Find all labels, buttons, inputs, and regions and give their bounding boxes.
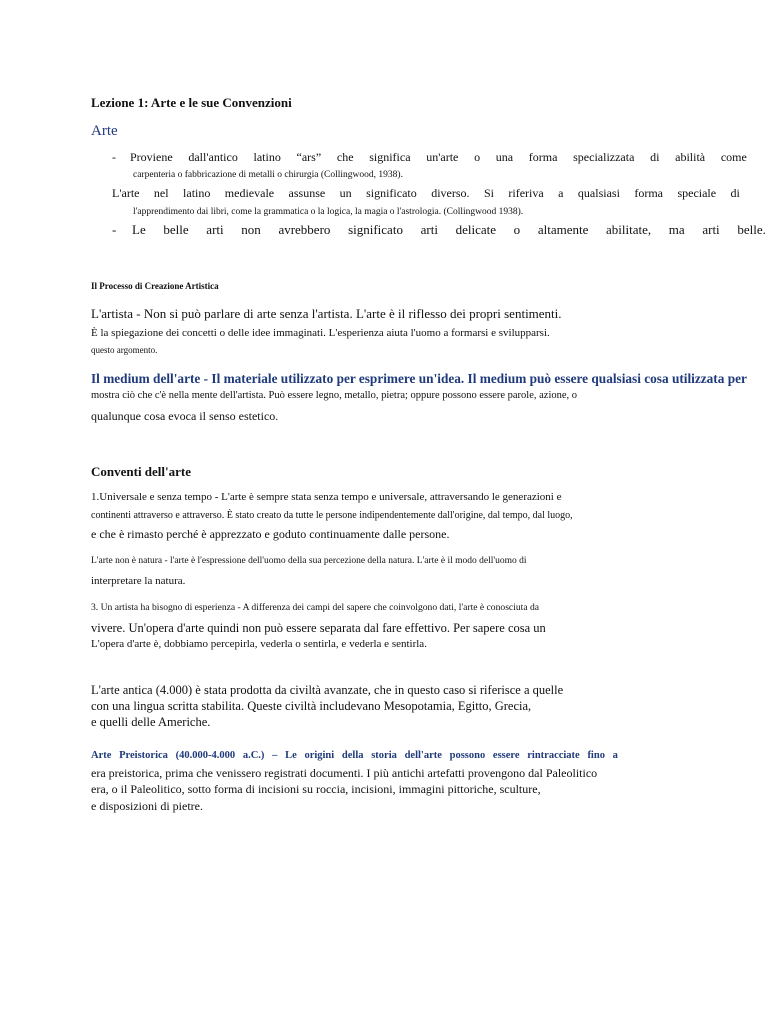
word: storia [371, 750, 397, 761]
word: o [474, 150, 481, 164]
section-heading-processo: Il Processo di Creazione Artistica [91, 281, 219, 291]
lesson-title: Lezione 1: Arte e le sue Convenzioni [91, 95, 292, 110]
word: assunse [288, 186, 326, 200]
word: “ars” [296, 150, 322, 164]
word: arti [702, 222, 720, 237]
arte-paragraph-2-line-1 [112, 187, 740, 201]
word: Le [132, 222, 146, 237]
word: della [341, 750, 364, 761]
word: latino [183, 186, 211, 200]
word: di [730, 186, 740, 200]
word: dall'antico [188, 150, 238, 164]
arte-bullet-1-line-1 [130, 151, 747, 165]
word: abilitate, [606, 222, 652, 237]
section-heading-convenzioni: Conventi dell'arte [91, 464, 192, 479]
section-heading-arte: Arte [91, 123, 118, 139]
preistorica-line-2: era preistorica, prima che venissero registrati documenti. I più antichi artefatti provengono dal Paleolitico [91, 766, 598, 780]
word: a.C.) [242, 750, 265, 761]
word: Proviene [130, 150, 173, 164]
word: (40.000-4.000 [175, 750, 236, 761]
word: una [495, 150, 514, 164]
word: possono [449, 750, 486, 761]
processo-line-1: L'artista - Non si può parlare di arte senza l'artista. L'arte è il riflesso dei propri sentimenti. [91, 306, 562, 321]
word: a [558, 186, 564, 200]
preistorica-heading [91, 750, 618, 762]
arte-paragraph-2-line-2: l'apprendimento dai libri, come la grammatica o la logica, la magia o l'astrologia. (Collingwood 1938). [133, 207, 524, 217]
word: significato [366, 186, 417, 200]
word: qualsiasi [577, 186, 620, 200]
word: – [272, 750, 278, 761]
antica-line-3: e quelli delle Americhe. [91, 715, 211, 729]
word: avrebbero [278, 222, 331, 237]
preistorica-line-4: e disposizioni di pietre. [91, 799, 203, 813]
word: Preistorica [119, 750, 168, 761]
preistorica-line-3: era, o il Paleolitico, sotto forma di incisioni su roccia, incisioni, immagini pittoriche, sculture, [91, 782, 541, 796]
word: belle. [737, 222, 766, 237]
word: Si [483, 186, 494, 200]
word: abilità [675, 150, 706, 164]
word: significato [348, 222, 403, 237]
word: a [612, 750, 618, 761]
word: latino [253, 150, 281, 164]
word: forma [634, 186, 664, 200]
processo-line-3: questo argomento. [91, 345, 158, 355]
medium-line-2: mostra ciò che c'è nella mente dell'artista. Può essere legno, metallo, pietra; oppure possono essere parole, azione, o [91, 390, 578, 401]
word: o [513, 222, 521, 237]
word: riferiva [508, 186, 544, 200]
word: delicate [455, 222, 497, 237]
word: come [720, 150, 747, 164]
convenzione-3-line-3: L'opera d'arte è, dobbiamo percepirla, vederla o sentirla, e vederla e sentirla. [91, 638, 427, 650]
word: dell'arte [404, 750, 442, 761]
word: forma [528, 150, 558, 164]
word: altamente [537, 222, 589, 237]
antica-line-2: con una lingua scritta stabilita. Queste civiltà includevano Mesopotamia, Egitto, Grecia, [91, 699, 532, 713]
word: fino [587, 750, 605, 761]
word: arti [420, 222, 438, 237]
convenzione-3-line-2: vivere. Un'opera d'arte quindi non può essere separata dal fare effettivo. Per sapere cosa un [91, 621, 546, 635]
bullet-dash: - [112, 222, 117, 237]
bullet-dash: - [112, 150, 116, 164]
word: arti [206, 222, 224, 237]
processo-line-2: È la spiegazione dei concetti o delle idee immaginati. L'esperienza aiuta l'uomo a formarsi e svilupparsi. [91, 327, 550, 339]
word: specializzata [573, 150, 635, 164]
medium-heading: Il medium dell'arte - Il materiale utilizzato per esprimere un'idea. Il medium può essere qualsiasi cosa utilizzata per [91, 371, 747, 386]
arte-bullet-1-line-2: carpenteria o fabbricazione di metalli o chirurgia (Collingwood, 1938). [133, 170, 403, 180]
word: speciale [677, 186, 717, 200]
word: belle [163, 222, 189, 237]
word: non [241, 222, 261, 237]
medium-line-3: qualunque cosa evoca il senso estetico. [91, 409, 279, 423]
word: significa [369, 150, 411, 164]
word: medievale [224, 186, 275, 200]
convenzione-1-line-2: continenti attraverso e attraverso. È stato creato da tutte le persone indipendentemente dall'origine, dal tempo, dal luogo, [91, 510, 573, 521]
word: Le [285, 750, 297, 761]
antica-line-1: L'arte antica (4.000) è stata prodotta da civiltà avanzate, che in questo caso si riferisce a quelle [91, 683, 564, 697]
word: un [339, 186, 352, 200]
word: che [336, 150, 354, 164]
convenzione-2-line-1: L'arte non è natura - l'arte è l'espressione dell'uomo della sua percezione della natura. L'arte è il modo dell'uomo di [91, 556, 527, 566]
word: essere [492, 750, 520, 761]
arte-bullet-3-line-1 [132, 223, 766, 238]
word: un'arte [426, 150, 459, 164]
word: rintracciate [527, 750, 580, 761]
word: Arte [91, 750, 112, 761]
word: origini [304, 750, 335, 761]
convenzione-1-line-3: e che è rimasto perché è apprezzato e goduto continuamente dalle persone. [91, 527, 450, 541]
word: di [650, 150, 660, 164]
word: nel [153, 186, 169, 200]
convenzione-2-line-2: interpretare la natura. [91, 575, 186, 587]
convenzione-3-line-1: 3. Un artista ha bisogno di esperienza - A differenza dei campi del sapere che coinvolgono dati, l'arte è conosciuta da [91, 602, 540, 613]
word: L'arte [112, 186, 140, 200]
convenzione-1-line-1: 1.Universale e senza tempo - L'arte è sempre stata senza tempo e universale, attraversando le generazioni e [91, 491, 562, 503]
word: diverso. [431, 186, 470, 200]
word: ma [668, 222, 685, 237]
